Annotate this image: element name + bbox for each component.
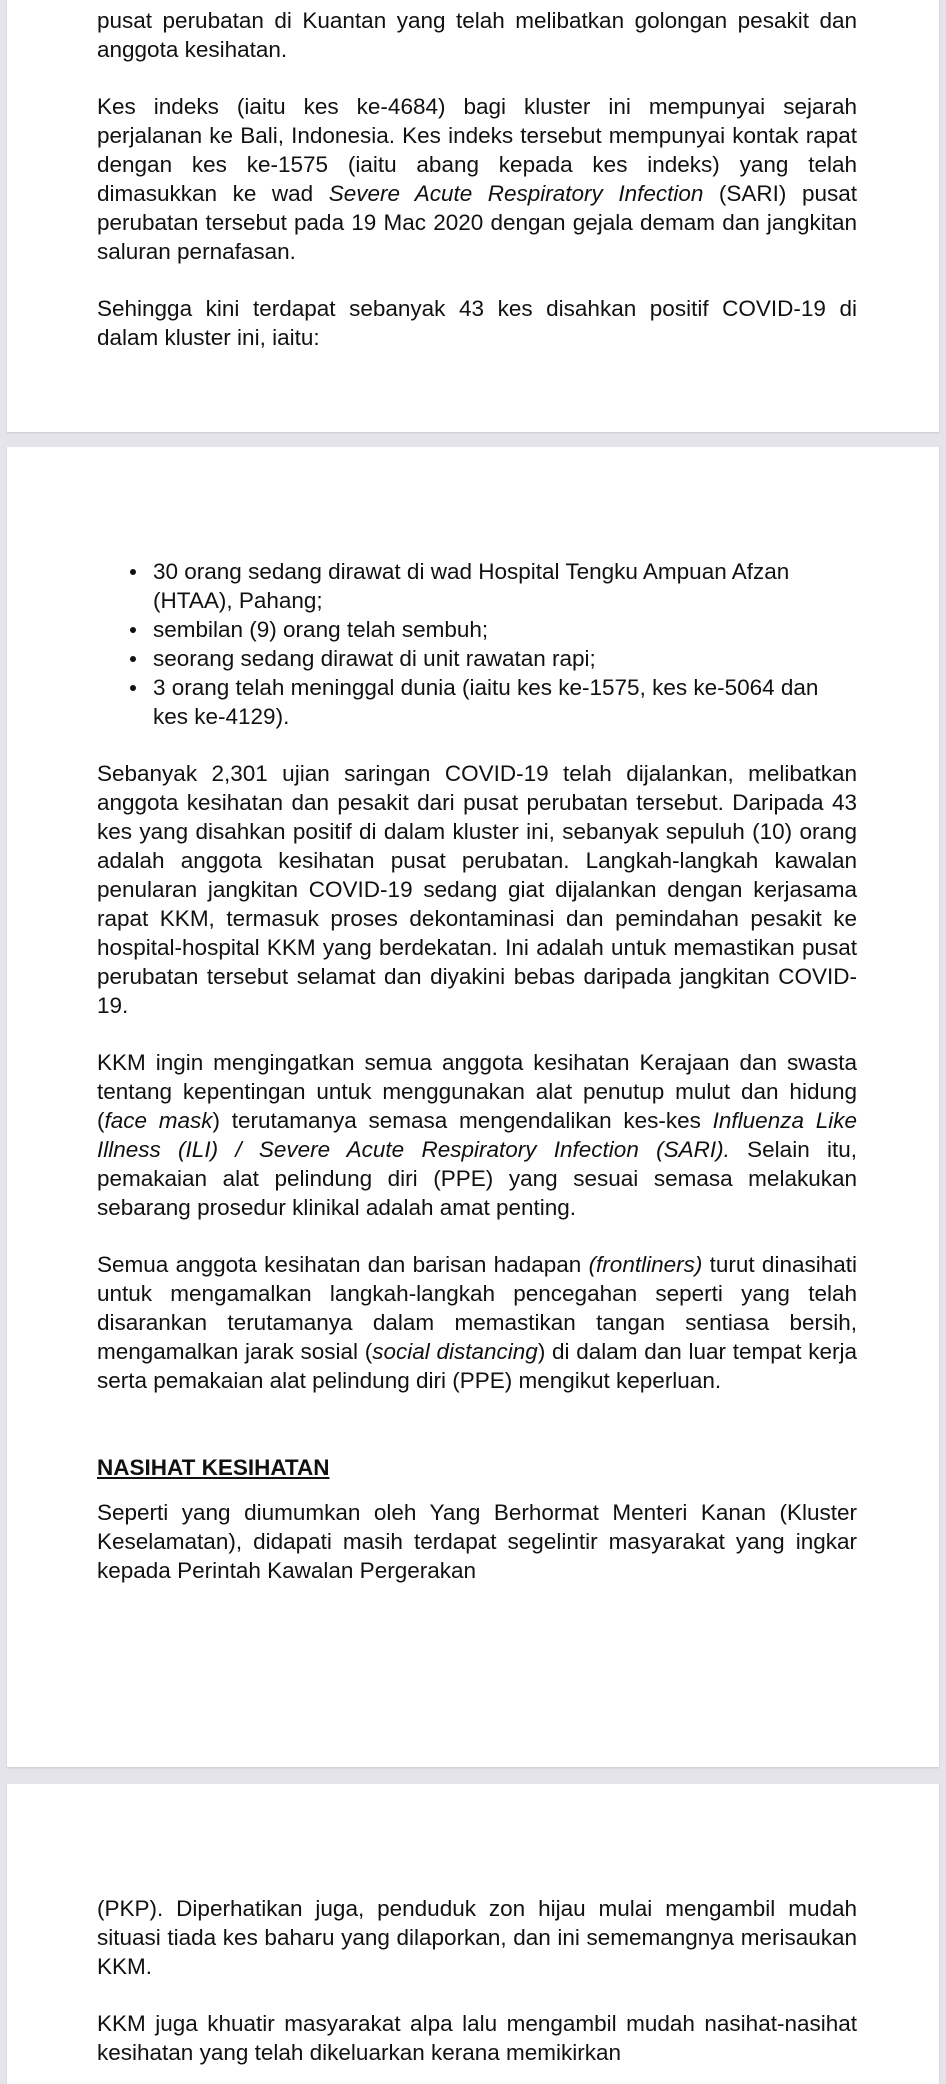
document-page-2 (7, 447, 939, 1767)
section-heading: NASIHAT KESIHATAN (97, 1455, 330, 1480)
italic-term: Influenza Like Illness (ILI) / Severe Acute Respiratory Infection (SARI). (97, 1108, 857, 1162)
text-run: Kes indeks (iaitu kes ke-4684) bagi kluster ini mempunyai sejarah perjalanan ke Bali, Indonesia. Kes indeks tersebut mempunyai kontak rapat dengan kes ke-1575 (iaitu abang kepada kes indeks) yang telah dimasukkan ke wad (97, 94, 857, 206)
text-run: KKM ingin mengingatkan semua anggota kesihatan Kerajaan dan swasta tentang kepentingan untuk menggunakan alat penutup mulut dan hidung ( (97, 1050, 857, 1133)
text-run: Semua anggota kesihatan dan barisan hadapan (97, 1252, 589, 1277)
paragraph-face-mask (97, 1048, 857, 1222)
list-item: sembilan (9) orang telah sembuh; (97, 615, 857, 644)
page-1-body (97, 6, 857, 352)
text-run: ) di dalam dan luar tempat kerja serta pemakaian alat pelindung diri (PPE) mengikut keperluan. (97, 1339, 858, 1393)
paragraph-advice: Seperti yang diumumkan oleh Yang Berhormat Menteri Kanan (Kluster Keselamatan), didapati masih terdapat segelintir masyarakat yang ingkar kepada Perintah Kawalan Pergerakan (97, 1500, 857, 1583)
page-3-body (97, 1894, 857, 2067)
italic-term: Severe Acute Respiratory Infection (328, 181, 704, 206)
text-run: turut dinasihati untuk mengamalkan langkah-langkah pencegahan seperti yang telah disarankan terutamanya dalam memastikan tangan sentiasa bersih, mengamalkan jarak sosial ( (97, 1252, 857, 1364)
paragraph-pkp: (PKP). Diperhatikan juga, penduduk zon hijau mulai mengambil mudah situasi tiada kes baharu yang dilaporkan, dan ini sememangnya merisaukan KKM. (97, 1896, 857, 1979)
italic-term: social distancing (372, 1339, 538, 1364)
paragraph-screening: Sebanyak 2,301 ujian saringan COVID-19 telah dijalankan, melibatkan anggota kesihatan dan pesakit dari pusat perubatan tersebut. Daripada 43 kes yang disahkan positif di dalam kluster ini, sebanyak sepuluh (10) orang adalah anggota kesihatan pusat perubatan. Langkah-langkah kawalan penularan jangkitan COVID-19 sedang giat dijalankan dengan kerjasama rapat KKM, termasuk proses dekontaminasi dan pemindahan pesakit ke hospital-hospital KKM yang berdekatan. Ini adalah untuk memastikan pusat perubatan tersebut selamat dan diyakini bebas daripada jangkitan COVID-19. (97, 761, 857, 1018)
paragraph: pusat perubatan di Kuantan yang telah melibatkan golongan pesakit dan anggota kesihatan. (97, 8, 857, 62)
italic-term: (frontliners) (588, 1252, 703, 1277)
text-run: (SARI) pusat perubatan tersebut pada 19 Mac 2020 dengan gejala demam dan jangkitan saluran pernafasan. (97, 181, 857, 264)
page-2-body (97, 557, 857, 1585)
paragraph-concern: KKM juga khuatir masyarakat alpa lalu mengambil mudah nasihat-nasihat kesihatan yang telah dikeluarkan kerana memikirkan (97, 2011, 857, 2065)
document-page-3 (7, 1784, 939, 2084)
paragraph-index-case (97, 92, 857, 266)
list-item: seorang sedang dirawat di unit rawatan rapi; (97, 644, 857, 673)
paragraph-frontliners (97, 1250, 857, 1395)
text-run: ) terutamanya semasa mengendalikan kes-kes (212, 1108, 713, 1133)
italic-term: face mask (104, 1108, 213, 1133)
list-item: 30 orang sedang dirawat di wad Hospital Tengku Ampuan Afzan (HTAA), Pahang; (97, 557, 857, 615)
list-item: 3 orang telah meninggal dunia (iaitu kes ke-1575, kes ke-5064 dan kes ke-4129). (97, 673, 857, 731)
text-run: Selain itu, pemakaian alat pelindung diri (PPE) yang sesuai semasa melakukan sebarang prosedur klinikal adalah amat penting. (97, 1137, 858, 1220)
case-status-list (97, 557, 857, 731)
paragraph-case-count: Sehingga kini terdapat sebanyak 43 kes disahkan positif COVID-19 di dalam kluster ini, iaitu: (97, 296, 857, 350)
document-page-1 (7, 0, 939, 432)
